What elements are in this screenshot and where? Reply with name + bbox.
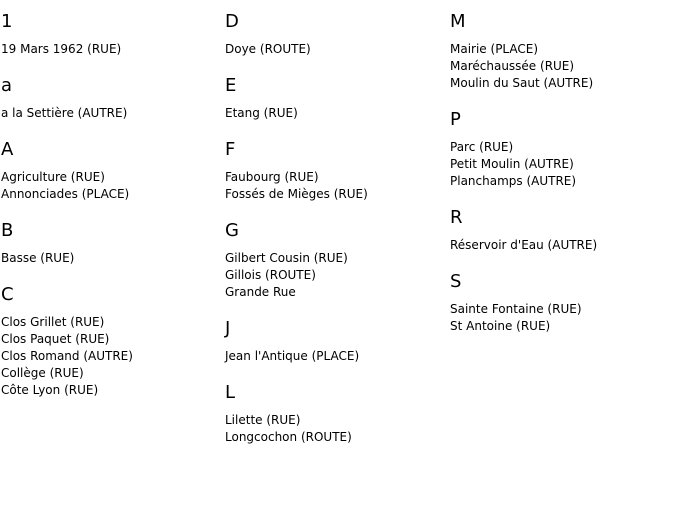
section-letter: a (1, 75, 13, 96)
letter-section (225, 139, 447, 203)
letter-section (1, 139, 223, 203)
street-entry: Collège (RUE) (1, 366, 84, 380)
street-entry: Fossés de Mièges (RUE) (225, 187, 368, 201)
street-list (225, 169, 447, 203)
street-entry: Gilbert Cousin (RUE) (225, 251, 348, 265)
section-letter: G (225, 220, 239, 241)
street-list (450, 301, 672, 335)
section-letter: S (450, 271, 462, 292)
street-list (225, 412, 447, 446)
street-entry: Clos Paquet (RUE) (1, 332, 110, 346)
street-entry: Parc (RUE) (450, 140, 514, 154)
street-index-column-2 (225, 0, 447, 446)
street-entry: 19 Mars 1962 (RUE) (1, 42, 122, 56)
street-entry: Réservoir d'Eau (AUTRE) (450, 238, 598, 252)
letter-section (450, 271, 672, 335)
street-index-column-1 (1, 0, 223, 399)
street-list (225, 105, 447, 122)
street-entry: Grande Rue (225, 285, 296, 299)
section-letter: D (225, 11, 239, 32)
street-list (225, 250, 447, 301)
street-entry: Côte Lyon (RUE) (1, 383, 99, 397)
section-letter: R (450, 207, 463, 228)
street-entry: Moulin du Saut (AUTRE) (450, 76, 594, 90)
street-entry: Clos Romand (AUTRE) (1, 349, 133, 363)
street-entry: Etang (RUE) (225, 106, 298, 120)
street-entry: Longcochon (ROUTE) (225, 430, 352, 444)
section-letter: P (450, 109, 461, 130)
letter-section (1, 220, 223, 267)
letter-section (450, 109, 672, 190)
street-entry: Basse (RUE) (1, 251, 75, 265)
street-entry: Gillois (ROUTE) (225, 268, 316, 282)
section-letter: J (225, 318, 231, 339)
section-letter: F (225, 139, 236, 160)
street-entry: Doye (ROUTE) (225, 42, 311, 56)
section-letter: A (1, 139, 14, 160)
letter-section (225, 220, 447, 301)
street-entry: Jean l'Antique (PLACE) (225, 349, 360, 363)
street-entry: Clos Grillet (RUE) (1, 315, 105, 329)
street-index-column-3 (450, 0, 672, 335)
letter-section (1, 11, 223, 58)
section-letter: C (1, 284, 14, 305)
section-letter: B (1, 220, 14, 241)
street-entry: a la Settière (AUTRE) (1, 106, 128, 120)
section-letter: L (225, 382, 236, 403)
section-letter: 1 (1, 11, 13, 32)
street-list (1, 41, 223, 58)
letter-section (1, 75, 223, 122)
letter-section (450, 207, 672, 254)
street-list (450, 237, 672, 254)
street-entry: St Antoine (RUE) (450, 319, 551, 333)
street-entry: Petit Moulin (AUTRE) (450, 157, 574, 171)
street-list (450, 139, 672, 190)
street-list (1, 169, 223, 203)
letter-section (1, 284, 223, 399)
street-list (225, 348, 447, 365)
street-entry: Lilette (RUE) (225, 413, 301, 427)
street-list (225, 41, 447, 58)
letter-section (450, 11, 672, 92)
street-list (450, 41, 672, 92)
street-entry: Maréchaussée (RUE) (450, 59, 575, 73)
street-entry: Mairie (PLACE) (450, 42, 539, 56)
letter-section (225, 318, 447, 365)
street-list (1, 105, 223, 122)
street-list (1, 314, 223, 399)
street-entry: Planchamps (AUTRE) (450, 174, 577, 188)
street-list (1, 250, 223, 267)
section-letter: E (225, 75, 237, 96)
letter-section (225, 11, 447, 58)
street-entry: Faubourg (RUE) (225, 170, 319, 184)
letter-section (225, 75, 447, 122)
street-entry: Annonciades (PLACE) (1, 187, 130, 201)
letter-section (225, 382, 447, 446)
section-letter: M (450, 11, 466, 32)
street-entry: Sainte Fontaine (RUE) (450, 302, 582, 316)
street-entry: Agriculture (RUE) (1, 170, 105, 184)
